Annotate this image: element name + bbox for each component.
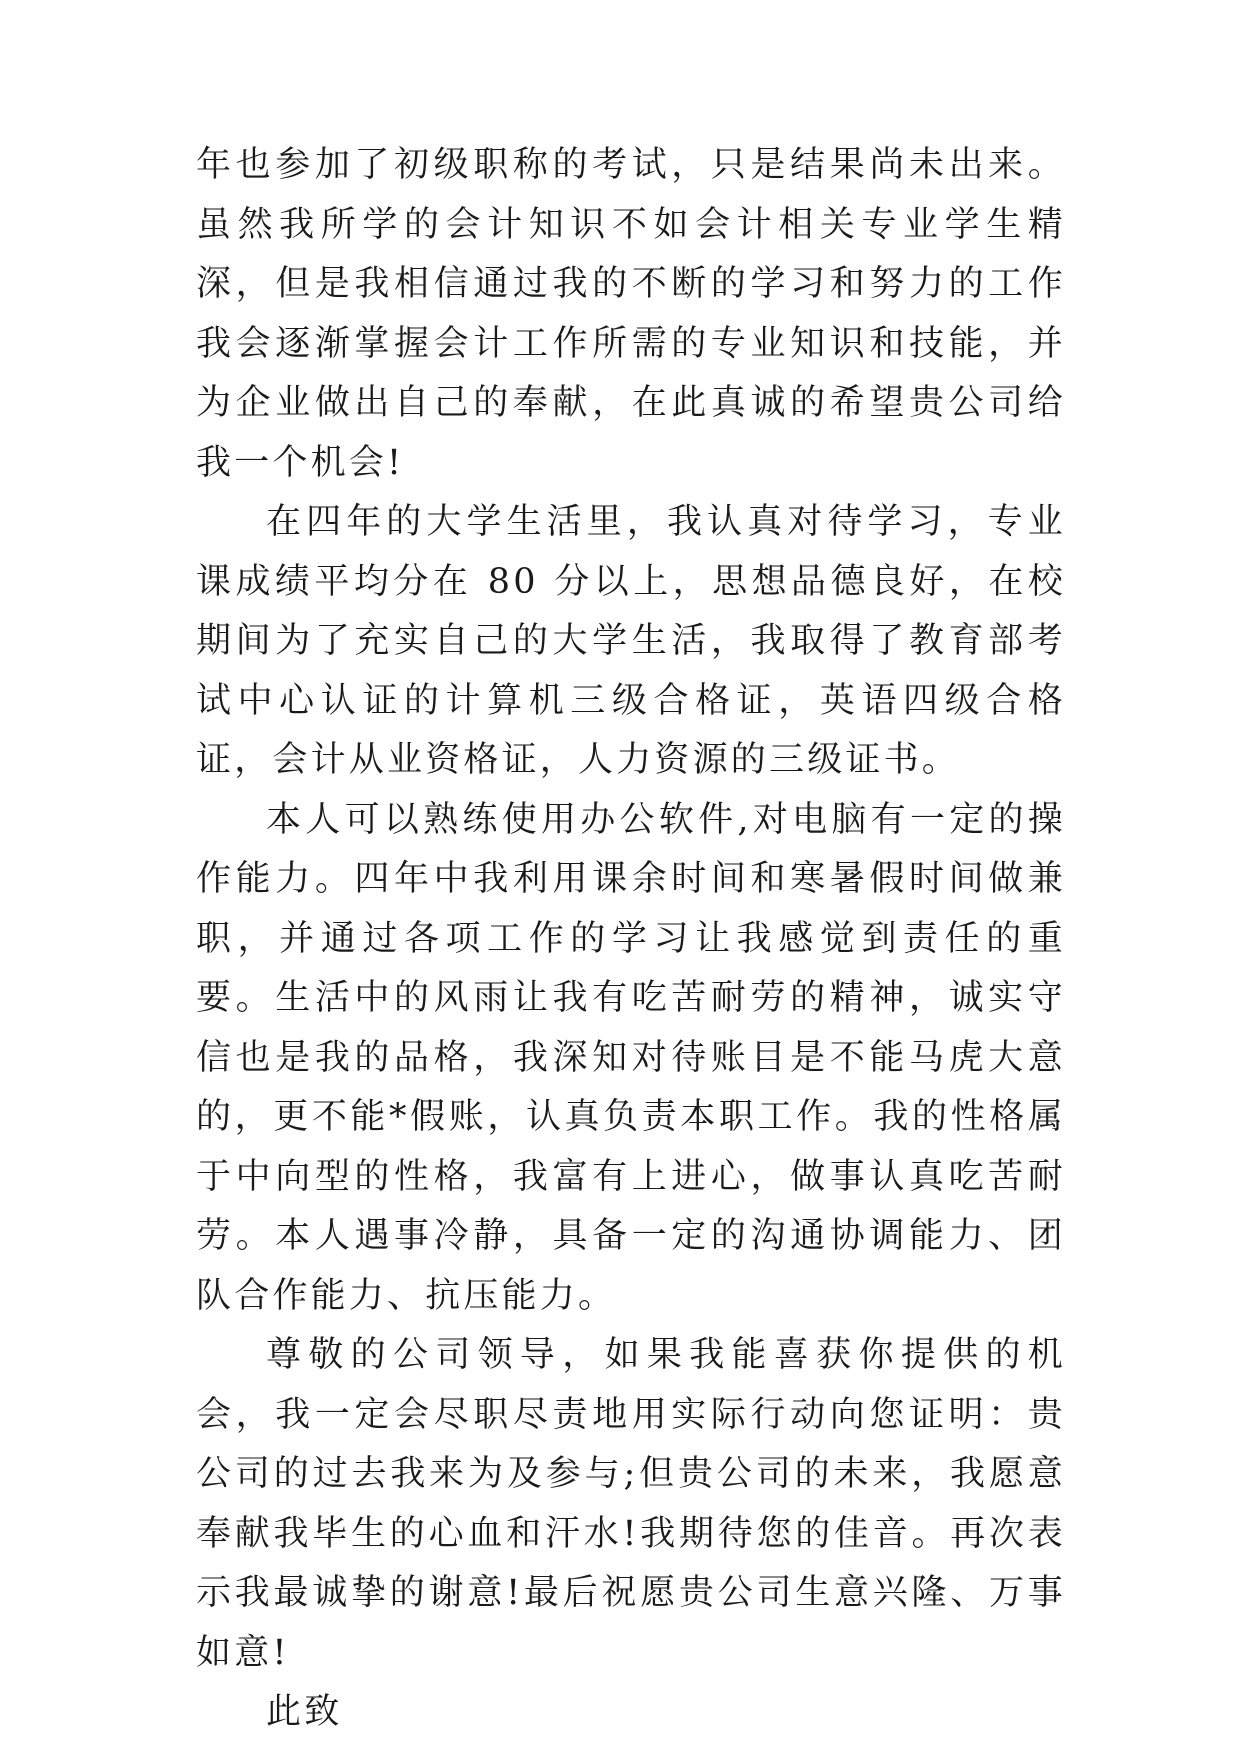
document-page xyxy=(196,136,1066,1743)
paragraph-continuation: 年也参加了初级职称的考试，只是结果尚未出来。虽然我所学的会计知识不如会计相关专业学生精深，但是我相信通过我的不断的学习和努力的工作我会逐渐掌握会计工作所需的专业知识和技能，并为企业做出自己的奉献，在此真诚的希望贵公司给我一个机会! xyxy=(196,145,1066,483)
paragraph-request: 尊敬的公司领导，如果我能喜获你提供的机会，我一定会尽职尽责地用实际行动向您证明：贵公司的过去我来为及参与;但贵公司的未来，我愿意奉献我毕生的心血和汗水!我期待您的佳音。再次表示我最诚挚的谢意!最后祝愿贵公司生意兴隆、万事如意! xyxy=(196,1335,1066,1673)
paragraph-skills: 本人可以熟练使用办公软件,对电脑有一定的操作能力。四年中我利用课余时间和寒暑假时间做兼职，并通过各项工作的学习让我感觉到责任的重要。生活中的风雨让我有吃苦耐劳的精神，诚实守信也是我的品格，我深知对待账目是不能马虎大意的，更不能*假账，认真负责本职工作。我的性格属于中向型的性格，我富有上进心，做事认真吃苦耐劳。本人遇事冷静，具备一定的沟通协调能力、团队合作能力、抗压能力。 xyxy=(196,799,1066,1316)
paragraph-education: 在四年的大学生活里，我认真对待学习，专业课成绩平均分在 80 分以上，思想品德良好，在校期间为了充实自己的大学生活，我取得了教育部考试中心认证的计算机三级合格证，英语四级合格证，会计从业资格证，人力资源的三级证书。 xyxy=(196,502,1066,780)
closing-salutation: 此致 xyxy=(266,1692,343,1732)
